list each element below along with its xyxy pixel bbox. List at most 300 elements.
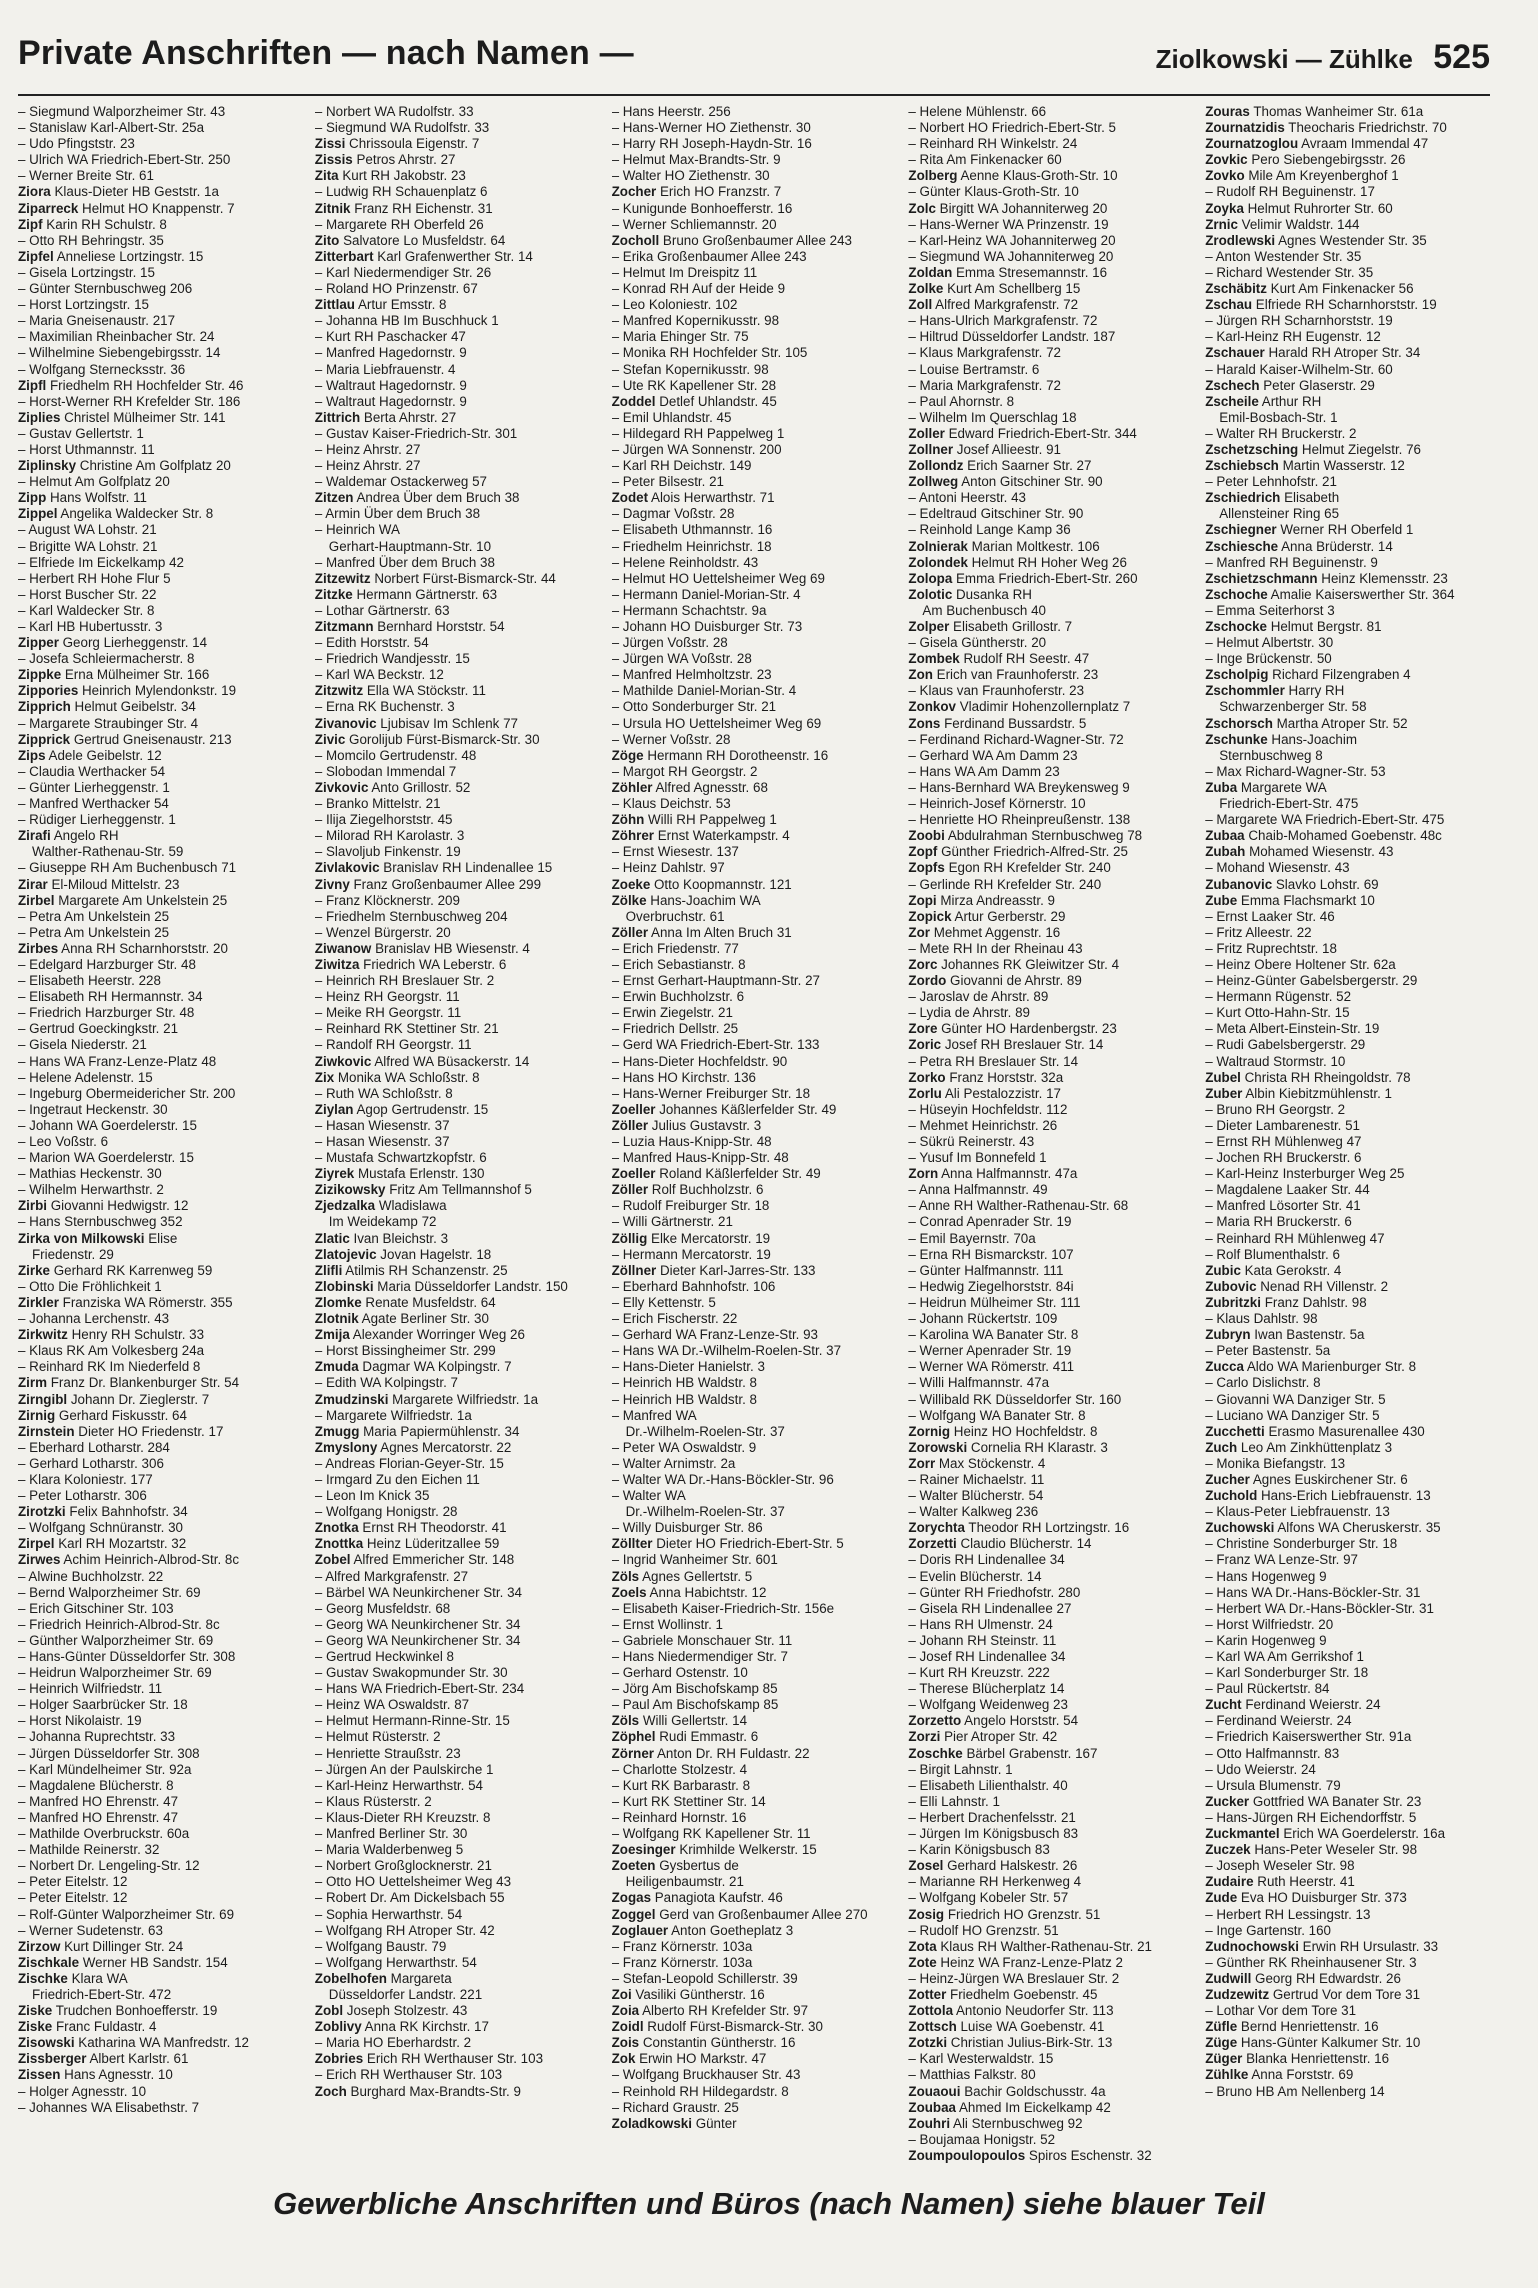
directory-entry: – Hans-Werner Freiburger Str. 18 — [611, 1085, 811, 1101]
directory-entry: – Friedrich Wandjesstr. 15 — [314, 651, 470, 667]
directory-entry: Zottola Antonio Neudorfer Str. 113 — [908, 2003, 1114, 2019]
directory-entry: Zlotnik Agate Berliner Str. 30 — [314, 1311, 489, 1327]
surname: Zöls — [611, 1713, 640, 1729]
directory-entry: – Herbert Drachenfelsstr. 21 — [908, 1809, 1076, 1825]
directory-columns — [18, 104, 1490, 2164]
directory-entry: Friedenstr. 29 — [32, 1246, 114, 1262]
directory-entry: Zubritzki Franz Dahlstr. 98 — [1205, 1294, 1367, 1310]
directory-entry: – Margot RH Georgstr. 2 — [611, 763, 758, 779]
directory-entry: Zudaire Ruth Heerstr. 41 — [1205, 1874, 1355, 1890]
directory-entry: – Karl Waldecker Str. 8 — [18, 602, 155, 618]
surname: Zudwill — [1205, 1970, 1252, 1986]
directory-entry: Zobelhofen Margareta — [314, 1970, 452, 1986]
directory-entry: – Jürgen WA Voßstr. 28 — [611, 651, 752, 667]
directory-entry: – Ingeburg Obermeidericher Str. 200 — [18, 1085, 236, 1101]
directory-entry: Zopfs Egon RH Krefelder Str. 240 — [908, 860, 1111, 876]
directory-entry: – Maria Markgrafenstr. 72 — [908, 377, 1061, 393]
directory-entry: – Andreas Florian-Geyer-Str. 15 — [314, 1455, 504, 1471]
surname: Zirafi — [18, 828, 51, 844]
directory-entry: – Klaus Dahlstr. 98 — [1205, 1311, 1318, 1327]
directory-entry: – Hans-Dieter Hanielstr. 3 — [611, 1359, 765, 1375]
directory-entry: – Brigitte WA Lohstr. 21 — [18, 538, 158, 554]
directory-entry: Zöller Rolf Buchholzstr. 6 — [611, 1182, 764, 1198]
directory-entry: Zottsch Luise WA Goebenstr. 41 — [908, 2019, 1105, 2035]
surname: Zottsch — [908, 2019, 957, 2035]
directory-entry: – Reinhold RH Hildegardstr. 8 — [611, 2083, 789, 2099]
directory-entry: – Dieter Lambarenestr. 51 — [1205, 1117, 1361, 1133]
surname: Zoeke — [611, 876, 651, 892]
surname: Zörner — [611, 1745, 655, 1761]
directory-entry: Zittlau Artur Emsstr. 8 — [314, 297, 447, 313]
directory-entry: – Irmgard Zu den Eichen 11 — [314, 1471, 480, 1487]
directory-entry: – Waldemar Ostackerweg 57 — [314, 474, 487, 490]
directory-entry: – Giuseppe RH Am Buchenbusch 71 — [18, 860, 237, 876]
surname: Zoidl — [611, 2019, 644, 2035]
directory-entry: Zschau Elfriede RH Scharnhorststr. 19 — [1205, 297, 1437, 313]
directory-entry: – Jürgen An der Paulskirche 1 — [314, 1761, 494, 1777]
surname: Zirnstein — [18, 1423, 75, 1439]
directory-entry: Zollweg Anton Gitschiner Str. 90 — [908, 474, 1103, 490]
directory-entry: – Hans WA Franz-Lenze-Platz 48 — [18, 1053, 217, 1069]
directory-entry: Im Weidekamp 72 — [328, 1214, 437, 1230]
directory-entry: Zouhri Ali Sternbuschweg 92 — [908, 2115, 1083, 2131]
surname: Zipf — [18, 216, 43, 232]
directory-entry: – Robert Dr. Am Dickelsbach 55 — [314, 1890, 505, 1906]
directory-entry: – Manfred Helmholtzstr. 23 — [611, 667, 772, 683]
directory-entry: Zirafi Angelo RH — [18, 828, 119, 844]
directory-entry: Zipper Georg Lierheggenstr. 14 — [18, 635, 208, 651]
directory-entry: – Günter Sternbuschweg 206 — [18, 281, 193, 297]
directory-entry: – Margarete WA Friedrich-Ebert-Str. 475 — [1205, 812, 1445, 828]
directory-entry: – Helmut Am Golfplatz 20 — [18, 474, 170, 490]
directory-entry: Zornig Heinz HO Hochfeldstr. 8 — [908, 1423, 1098, 1439]
directory-entry: – Richard Graustr. 25 — [611, 2099, 739, 2115]
directory-entry: – Hans WA Dr.-Wilhelm-Roelen-Str. 37 — [611, 1343, 842, 1359]
surname: Zirzow — [18, 1938, 61, 1954]
directory-entry: Zopi Mirza Andreasstr. 9 — [908, 892, 1055, 908]
surname: Zivkovic — [314, 779, 369, 795]
directory-entry: Friedrich-Ebert-Str. 475 — [1219, 796, 1359, 812]
directory-entry: Zoidl Rudolf Fürst-Bismarck-Str. 30 — [611, 2019, 823, 2035]
directory-entry: Zitzmann Bernhard Horststr. 54 — [314, 619, 505, 634]
directory-entry: Dr.-Wilhelm-Roelen-Str. 37 — [625, 1504, 785, 1520]
directory-entry: – Gustav Gellertstr. 1 — [18, 425, 144, 441]
directory-entry: – Hans Hogenweg 9 — [1205, 1568, 1327, 1584]
directory-entry: – Norbert HO Friedrich-Ebert-Str. 5 — [908, 120, 1117, 136]
surname: Zrnic — [1205, 216, 1238, 232]
directory-entry: – Fritz Alleestr. 22 — [1205, 924, 1312, 940]
directory-entry: – Hans-Bernhard WA Breykensweg 9 — [908, 779, 1130, 795]
directory-entry: – Margarete Straubinger Str. 4 — [18, 715, 199, 731]
surname: Zorzetto — [908, 1713, 962, 1729]
directory-entry: Zubic Kata Gerokstr. 4 — [1205, 1262, 1342, 1278]
surname: Zöphel — [611, 1729, 656, 1745]
directory-entry: – Claudia Werthacker 54 — [18, 763, 166, 779]
directory-entry: – Franz Körnerstr. 103a — [611, 1938, 753, 1954]
directory-entry: – Meike RH Georgstr. 11 — [314, 1005, 462, 1021]
surname: Zjedzalka — [314, 1198, 376, 1214]
directory-entry: – Maria HO Eberhardstr. 2 — [314, 2035, 472, 2051]
surname: Zöllter — [611, 1536, 653, 1552]
directory-entry: Zippel Angelika Waldecker Str. 8 — [18, 506, 214, 522]
surname: Zudnochowski — [1205, 1938, 1299, 1954]
surname: Zoggel — [611, 1906, 656, 1922]
surname: Zubel — [1205, 1069, 1241, 1085]
directory-entry: – Karl HB Hubertusstr. 3 — [18, 619, 163, 634]
directory-entry: – Manfred Lösorter Str. 41 — [1205, 1198, 1361, 1214]
surname: Zolc — [908, 200, 936, 216]
surname: Zipfel — [18, 248, 54, 264]
directory-entry: – Wilhelm Im Querschlag 18 — [908, 409, 1077, 425]
directory-entry: – Momcilo Gertrudenstr. 48 — [314, 747, 477, 763]
directory-entry: – Günter Klaus-Groth-Str. 10 — [908, 184, 1079, 200]
directory-entry: Zipp Hans Wolfstr. 11 — [18, 490, 147, 506]
directory-entry: Zubaa Chaib-Mohamed Goebenstr. 48c — [1205, 828, 1442, 844]
directory-entry: Emil-Bosbach-Str. 1 — [1219, 409, 1338, 425]
directory-entry: – Erna RH Bismarckstr. 107 — [908, 1246, 1074, 1262]
directory-entry: Ziparreck Helmut HO Knappenstr. 7 — [18, 200, 235, 216]
directory-entry: Zipf Karin RH Schulstr. 8 — [18, 216, 167, 232]
surname: Zissberger — [18, 2051, 87, 2067]
directory-entry: Zoi Vasiliki Güntherstr. 16 — [611, 1986, 765, 2002]
directory-entry: – Walter Arnimstr. 2a — [611, 1455, 736, 1471]
directory-entry: – Norbert WA Rudolfstr. 33 — [314, 104, 474, 119]
directory-entry: Zschiebsch Martin Wasserstr. 12 — [1205, 458, 1405, 474]
surname: Zlobinski — [314, 1278, 374, 1294]
directory-entry: – Ernst RH Mühlenweg 47 — [1205, 1134, 1362, 1149]
directory-entry: Zois Constantin Güntherstr. 16 — [611, 2035, 796, 2051]
directory-entry: – Otto RH Behringstr. 35 — [18, 232, 164, 248]
directory-entry: – Rolf-Günter Walporzheimer Str. 69 — [18, 1906, 235, 1922]
surname: Zollondz — [908, 458, 964, 474]
surname: Zons — [908, 715, 941, 731]
directory-entry: – Paul Ahornstr. 8 — [908, 393, 1015, 409]
directory-entry: Zorowski Cornelia RH Klarastr. 3 — [908, 1439, 1108, 1455]
directory-entry: Zöphel Rudi Emmastr. 6 — [611, 1729, 759, 1745]
surname: Zschiesche — [1205, 538, 1279, 554]
surname: Zorzi — [908, 1729, 941, 1745]
directory-entry: – Johannes WA Elisabethstr. 7 — [18, 2099, 200, 2115]
surname: Zorn — [908, 1166, 939, 1182]
directory-entry: – Karl-Heinz RH Eugenstr. 12 — [1205, 329, 1381, 345]
directory-entry: Zolc Birgitt WA Johanniterweg 20 — [908, 200, 1108, 216]
directory-entry: Zopick Artur Gerberstr. 29 — [908, 908, 1066, 924]
surname: Ziplies — [18, 409, 61, 425]
directory-entry: – Richard Westender Str. 35 — [1205, 264, 1374, 280]
directory-entry: Zoldan Emma Stresemannstr. 16 — [908, 264, 1108, 280]
directory-entry: – Heinz RH Georgstr. 11 — [314, 989, 460, 1005]
directory-entry: Zorlu Ali Pestalozzistr. 17 — [908, 1085, 1061, 1101]
directory-entry: – Ernst Laaker Str. 46 — [1205, 908, 1335, 924]
directory-entry: Zirwes Achim Heinrich-Albrod-Str. 8c — [18, 1552, 240, 1568]
surname: Zolper — [908, 619, 950, 634]
directory-entry: – Manfred WA — [611, 1407, 697, 1423]
directory-entry: – Manfred HO Ehrenstr. 47 — [18, 1793, 179, 1809]
directory-entry: Zorzi Pier Atroper Str. 42 — [908, 1729, 1058, 1745]
directory-entry: – Erwin Ziegelstr. 21 — [611, 1005, 733, 1021]
directory-entry: – Kurt RH Kreuzstr. 222 — [908, 1665, 1050, 1681]
directory-entry: – Mohand Wiesenstr. 43 — [1205, 860, 1350, 876]
directory-entry: Zoeten Gysbertus de — [611, 1858, 739, 1874]
directory-entry: Zöhn Willi RH Pappelweg 1 — [611, 812, 777, 828]
directory-entry: – Mathias Heckenstr. 30 — [18, 1166, 162, 1182]
directory-entry: – Kurt RH Paschacker 47 — [314, 329, 466, 345]
directory-entry: – Heinrich HB Waldstr. 8 — [611, 1375, 757, 1391]
directory-entry: Zissen Hans Agnesstr. 10 — [18, 2067, 173, 2083]
surname: Zoeller — [611, 1166, 656, 1182]
directory-entry: – Stefan-Leopold Schillerstr. 39 — [611, 1970, 798, 1986]
surname: Ziora — [18, 184, 51, 200]
directory-entry: Ziyrek Mustafa Erlenstr. 130 — [314, 1166, 485, 1182]
directory-entry: Zitterbart Karl Grafenwerther Str. 14 — [314, 248, 533, 264]
directory-entry: – Otto Halfmannstr. 83 — [1205, 1745, 1340, 1761]
surname: Zollner — [908, 441, 954, 457]
directory-entry: Zoels Anna Habichtstr. 12 — [611, 1584, 767, 1600]
directory-entry: – Peter Bastenstr. 5a — [1205, 1343, 1331, 1359]
directory-entry: Zudwill Georg RH Edwardstr. 26 — [1205, 1970, 1401, 1986]
directory-entry: – Hans-Günter Düsseldorfer Str. 308 — [18, 1649, 236, 1664]
directory-entry: – Eberhard Bahnhofstr. 106 — [611, 1278, 776, 1294]
directory-entry: – Petra RH Breslauer Str. 14 — [908, 1053, 1079, 1069]
directory-entry: – Bruno RH Georgstr. 2 — [1205, 1101, 1346, 1117]
directory-entry: Zolke Kurt Am Schellberg 15 — [908, 281, 1081, 297]
surname: Zöhrer — [611, 828, 655, 844]
surname: Zivic — [314, 731, 346, 747]
directory-entry: Ziora Klaus-Dieter HB Geststr. 1a — [18, 184, 219, 200]
surname: Ziske — [18, 2019, 53, 2035]
directory-entry: – Johanna Lerchenstr. 43 — [18, 1311, 170, 1327]
directory-entry: – Luzia Haus-Knipp-Str. 48 — [611, 1134, 772, 1149]
surname: Zonkov — [908, 699, 957, 715]
directory-entry: – Lothar Vor dem Tore 31 — [1205, 2003, 1357, 2019]
directory-entry: – Herbert RH Lessingstr. 13 — [1205, 1906, 1371, 1922]
directory-entry: Zöhler Alfred Agnesstr. 68 — [611, 779, 768, 795]
directory-entry: Zlatic Ivan Bleichstr. 3 — [314, 1230, 449, 1246]
directory-entry: – Hermann Rügenstr. 52 — [1205, 989, 1352, 1005]
directory-entry: – Heinrich WA — [314, 522, 400, 538]
surname: Zschau — [1205, 297, 1253, 313]
surname: Zivlakovic — [314, 860, 380, 876]
directory-entry: Gerhart-Hauptmann-Str. 10 — [328, 538, 492, 554]
directory-entry: Zubanovic Slavko Lohstr. 69 — [1205, 876, 1379, 892]
directory-entry: Zmuda Dagmar WA Kolpingstr. 7 — [314, 1359, 512, 1375]
surname: Züger — [1205, 2051, 1243, 2067]
surname: Zovkic — [1205, 152, 1248, 168]
surname: Zolnierak — [908, 538, 968, 554]
directory-entry: – Georg WA Neunkirchener Str. 34 — [314, 1616, 521, 1632]
directory-entry: – Mathilde Reinerstr. 32 — [18, 1842, 160, 1858]
directory-entry: Zschetzsching Helmut Ziegelstr. 76 — [1205, 441, 1422, 457]
directory-entry: – Gerhard WA Franz-Lenze-Str. 93 — [611, 1327, 818, 1343]
directory-entry: – Heinrich HB Waldstr. 8 — [611, 1391, 757, 1407]
directory-entry: – Karin Hogenweg 9 — [1205, 1632, 1327, 1648]
directory-entry: – Elli Lahnstr. 1 — [908, 1793, 1000, 1809]
directory-entry: – Günter Lierheggenstr. 1 — [18, 779, 170, 795]
surname: Zirngibl — [18, 1391, 68, 1407]
directory-entry: Zuber Albin Kiebitzmühlenstr. 1 — [1205, 1085, 1393, 1101]
surname: Zubah — [1205, 844, 1246, 860]
surname: Zix — [314, 1069, 335, 1085]
surname: Zobelhofen — [314, 1970, 387, 1986]
directory-entry: Zouaoui Bachir Goldschusstr. 4a — [908, 2083, 1106, 2099]
directory-entry: – Erich Gitschiner Str. 103 — [18, 1600, 174, 1616]
directory-entry: – Elly Kettenstr. 5 — [611, 1294, 716, 1310]
directory-entry: Zitzke Hermann Gärtnerstr. 63 — [314, 586, 498, 602]
directory-entry: Zitzewitz Norbert Fürst-Bismarck-Str. 44 — [314, 570, 556, 586]
surname: Zschiebsch — [1205, 458, 1279, 474]
directory-entry: Zjedzalka Wladislawa — [314, 1198, 447, 1214]
footer-note: Gewerbliche Anschriften und Büros (nach Namen) siehe blauer Teil — [273, 2186, 1265, 2221]
surname: Zube — [1205, 892, 1238, 908]
directory-entry: Zmugg Maria Papiermühlenstr. 34 — [314, 1423, 520, 1439]
surname: Zubaa — [1205, 828, 1245, 844]
directory-entry: Zschietzschmann Heinz Klemensstr. 23 — [1205, 570, 1448, 586]
directory-entry: Zirnig Gerhard Fiskusstr. 64 — [18, 1407, 187, 1423]
directory-entry: – Georg Musfeldstr. 68 — [314, 1600, 451, 1616]
directory-entry: – Helmut Hermann-Rinne-Str. 15 — [314, 1713, 510, 1729]
directory-entry: – Waltraud Stormstr. 10 — [1205, 1053, 1346, 1069]
surname: Zmugg — [314, 1423, 360, 1439]
directory-entry: – Reinhard RK Stettiner Str. 21 — [314, 1021, 499, 1037]
directory-entry: – Evelin Blücherstr. 14 — [908, 1568, 1042, 1584]
directory-entry: Zobl Joseph Stolzestr. 43 — [314, 2003, 468, 2019]
directory-entry: Zudnochowski Erwin RH Ursulastr. 33 — [1205, 1938, 1439, 1954]
directory-entry: – Hans Heerstr. 256 — [611, 104, 731, 119]
directory-entry: – Therese Blücherplatz 14 — [908, 1681, 1065, 1697]
surname: Zucchetti — [1205, 1423, 1265, 1439]
directory-entry: Zon Erich van Fraunhoferstr. 23 — [908, 667, 1099, 683]
surname: Ziparreck — [18, 200, 79, 216]
directory-entry: – Günter Halfmannstr. 111 — [908, 1262, 1064, 1278]
directory-entry: Zöllig Elke Mercatorstr. 19 — [611, 1230, 771, 1246]
directory-entry: – Hildegard RH Pappelweg 1 — [611, 425, 785, 441]
surname: Zitnik — [314, 200, 351, 216]
directory-entry: Zirm Franz Dr. Blankenburger Str. 54 — [18, 1375, 240, 1391]
surname: Zournatzoglou — [1205, 136, 1299, 152]
directory-entry: – Udo Weierstr. 24 — [1205, 1761, 1316, 1777]
directory-entry: – Friedrich Kaiserswerther Str. 91a — [1205, 1729, 1412, 1745]
directory-entry: – Ingetraut Heckenstr. 30 — [18, 1101, 168, 1117]
surname: Züfle — [1205, 2019, 1238, 2035]
directory-entry: – Hans-Werner HO Ziethenstr. 30 — [611, 120, 811, 136]
directory-entry: Zota Klaus RH Walther-Rathenau-Str. 21 — [908, 1938, 1152, 1954]
directory-entry: – Henriette Straußstr. 23 — [314, 1745, 461, 1761]
directory-entry: – Josefa Schleiermacherstr. 8 — [18, 651, 195, 667]
directory-entry: – Karl WA Beckstr. 12 — [314, 667, 444, 683]
directory-entry: – Jaroslav de Ahrstr. 89 — [908, 989, 1049, 1005]
directory-entry: Zlatojevic Jovan Hagelstr. 18 — [314, 1246, 492, 1262]
directory-entry: Walther-Rathenau-Str. 59 — [32, 844, 184, 860]
directory-entry: – Walter Kalkweg 236 — [908, 1504, 1039, 1520]
directory-entry: – Wolfgang Baustr. 79 — [314, 1938, 447, 1954]
directory-entry: – Gustav Swakopmunder Str. 30 — [314, 1665, 508, 1681]
directory-entry: – Rudolf RH Beguinenstr. 17 — [1205, 184, 1375, 200]
surname: Zirkler — [18, 1294, 59, 1310]
directory-entry: – Karl-Heinz Herwarthstr. 54 — [314, 1777, 483, 1793]
surname: Zito — [314, 232, 340, 248]
directory-entry: – Werner WA Römerstr. 411 — [908, 1359, 1075, 1375]
directory-entry: – Elisabeth Heerstr. 228 — [18, 973, 161, 989]
surname: Zobries — [314, 2051, 364, 2067]
directory-entry: – Heinz Dahlstr. 97 — [611, 860, 725, 876]
directory-entry: Znottka Heinz Lüderitzallee 59 — [314, 1536, 500, 1552]
directory-entry: – Klara Koloniestr. 177 — [18, 1471, 153, 1487]
directory-entry: – Eberhard Lotharstr. 284 — [18, 1439, 170, 1455]
directory-entry: – Stefan Kopernikusstr. 98 — [611, 361, 769, 377]
directory-entry: Zorko Franz Horststr. 32a — [908, 1069, 1064, 1085]
surname: Zissen — [18, 2067, 61, 2083]
directory-entry: – Ruth WA Schloßstr. 8 — [314, 1085, 453, 1101]
surname: Zoddel — [611, 393, 656, 409]
directory-entry: – Horst Uthmannstr. 11 — [18, 441, 155, 457]
directory-entry: – Hans Niedermendiger Str. 7 — [611, 1649, 788, 1664]
surname: Zlatic — [314, 1230, 350, 1246]
directory-entry: Zitnik Franz RH Eichenstr. 31 — [314, 200, 493, 216]
directory-entry: Overbruchstr. 61 — [625, 908, 725, 924]
directory-entry: Zucker Gottfried WA Banater Str. 23 — [1205, 1793, 1422, 1809]
directory-entry: – Siegmund WA Rudolfstr. 33 — [314, 120, 490, 136]
directory-entry: – Mustafa Schwartzkopfstr. 6 — [314, 1150, 487, 1166]
directory-entry: – Otto HO Uettelsheimer Weg 43 — [314, 1874, 512, 1890]
directory-entry: – Walter Blücherstr. 54 — [908, 1488, 1044, 1504]
column-2 — [315, 104, 600, 2164]
directory-entry: – Helmut HO Uettelsheimer Weg 69 — [611, 570, 825, 586]
directory-entry: – Leo Voßstr. 6 — [18, 1134, 109, 1149]
surname: Zipper — [18, 635, 59, 651]
page-number: 525 — [1433, 38, 1490, 76]
directory-entry: Zschauer Harald RH Atroper Str. 34 — [1205, 345, 1421, 361]
directory-entry: Zubryn Iwan Bastenstr. 5a — [1205, 1327, 1365, 1343]
directory-entry: – Gerhard Ostenstr. 10 — [611, 1665, 748, 1681]
surname: Zipfl — [18, 377, 47, 393]
directory-entry: – Joseph Weseler Str. 98 — [1205, 1858, 1355, 1874]
directory-entry: Zschiesche Anna Brüderstr. 14 — [1205, 538, 1393, 554]
directory-entry: – Friedrich Dellstr. 25 — [611, 1021, 739, 1037]
directory-entry: – Wolfgang RK Kapellener Str. 11 — [611, 1826, 811, 1842]
surname: Zischke — [18, 1970, 68, 1986]
directory-entry: Zons Ferdinand Bussardstr. 5 — [908, 715, 1087, 731]
directory-entry: Zoglauer Anton Goetheplatz 3 — [611, 1922, 794, 1938]
directory-entry: – Johanna HB Im Buschhuck 1 — [314, 313, 499, 329]
directory-entry: Zorn Anna Halfmannstr. 47a — [908, 1166, 1078, 1182]
directory-entry: – Hans-Dieter Hochfeldstr. 90 — [611, 1053, 788, 1069]
directory-entry: Zschiegner Werner RH Oberfeld 1 — [1205, 522, 1414, 538]
directory-entry: – Holger Agnesstr. 10 — [18, 2083, 147, 2099]
directory-entry: – Hans WA Dr.-Hans-Böckler-Str. 31 — [1205, 1584, 1421, 1600]
page-header — [18, 30, 1490, 96]
directory-entry: – Milorad RH Karolastr. 3 — [314, 828, 465, 844]
surname: Zirkwitz — [18, 1327, 68, 1343]
directory-entry: – Gustav Kaiser-Friedrich-Str. 301 — [314, 425, 518, 441]
directory-entry: – Edelgard Harzburger Str. 48 — [18, 956, 196, 972]
directory-entry: Zoll Alfred Markgrafenstr. 72 — [908, 297, 1079, 313]
directory-entry: Zuchowski Alfons WA Cheruskerstr. 35 — [1205, 1520, 1441, 1536]
directory-entry: Zöllner Dieter Karl-Jarres-Str. 133 — [611, 1262, 816, 1278]
directory-entry: – Bärbel WA Neunkirchener Str. 34 — [314, 1584, 522, 1600]
directory-entry: – Werner Breite Str. 61 — [18, 168, 154, 184]
directory-entry: – Ernst Wollinstr. 1 — [611, 1616, 723, 1632]
directory-entry: Zix Monika WA Schloßstr. 8 — [314, 1069, 480, 1085]
directory-entry: – Werner Schliemannstr. 20 — [611, 216, 777, 232]
directory-entry: – Manfred Werthacker 54 — [18, 796, 169, 812]
directory-entry: Zuchold Hans-Erich Liebfrauenstr. 13 — [1205, 1488, 1431, 1504]
directory-entry: Zirkwitz Henry RH Schulstr. 33 — [18, 1327, 205, 1343]
directory-entry: – Wenzel Bürgerstr. 20 — [314, 924, 451, 940]
surname: Zschorsch — [1205, 715, 1273, 731]
directory-entry: Zotter Friedhelm Goebenstr. 45 — [908, 1986, 1098, 2002]
surname: Zirka von Milkowski — [18, 1230, 145, 1246]
directory-entry: Züge Hans-Günter Kalkumer Str. 10 — [1205, 2035, 1421, 2051]
